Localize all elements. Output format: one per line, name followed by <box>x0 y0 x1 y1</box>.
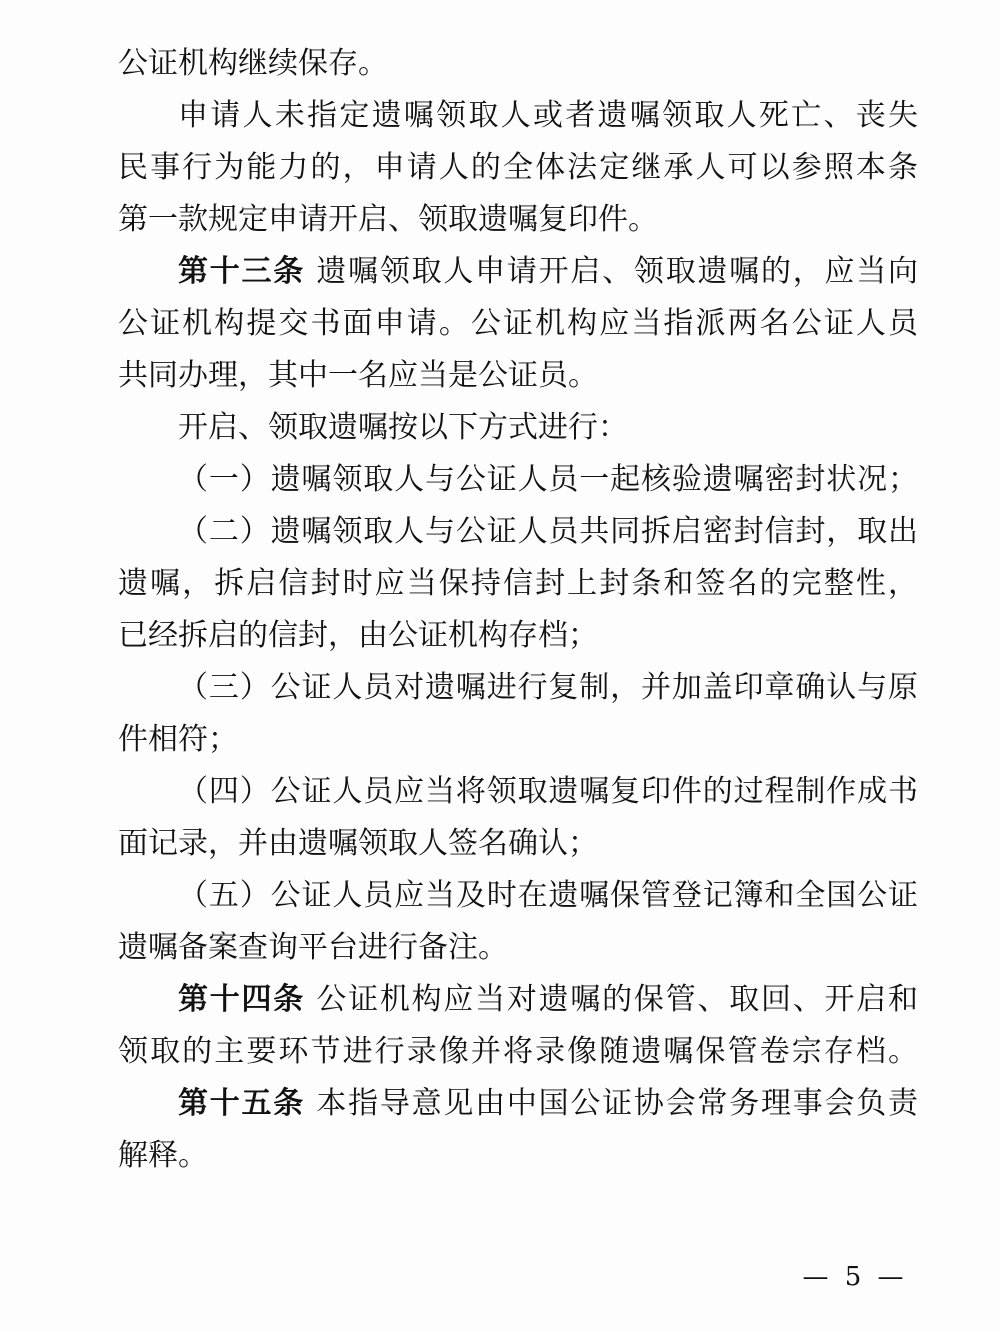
article-13-line: 第十三条 遗嘱领取人申请开启、领取遗嘱的，应当向 <box>178 254 919 289</box>
body-line: 解释。 <box>118 1138 208 1173</box>
body-line: 已经拆启的信封，由公证机构存档； <box>118 618 598 653</box>
document-body <box>118 38 918 1182</box>
body-line: 公证机构提交书面申请。公证机构应当指派两名公证人员 <box>118 306 918 341</box>
list-item-4: （四）公证人员应当将领取遗嘱复印件的过程制作成书 <box>178 774 918 809</box>
article-15-heading: 第十五条 <box>178 1086 306 1121</box>
list-item-5: （五）公证人员应当及时在遗嘱保管登记簿和全国公证 <box>178 878 918 913</box>
body-line: 遗嘱备案查询平台进行备注。 <box>118 930 508 965</box>
body-line: 面记录，并由遗嘱领取人签名确认； <box>118 826 598 861</box>
list-item-1: （一）遗嘱领取人与公证人员一起核验遗嘱密封状况； <box>178 462 918 497</box>
article-14-line: 第十四条 公证机构应当对遗嘱的保管、取回、开启和 <box>178 982 919 1017</box>
list-item-3: （三）公证人员对遗嘱进行复制，并加盖印章确认与原 <box>178 670 918 705</box>
list-item-2: （二）遗嘱领取人与公证人员共同拆启密封信封，取出 <box>178 514 918 549</box>
body-line: 开启、领取遗嘱按以下方式进行： <box>178 410 628 445</box>
body-line: 第一款规定申请开启、领取遗嘱复印件。 <box>118 202 658 237</box>
body-line: 件相符； <box>118 722 238 757</box>
article-15-line: 第十五条 本指导意见由中国公证协会常务理事会负责 <box>178 1086 919 1121</box>
body-line: 民事行为能力的，申请人的全体法定继承人可以参照本条 <box>118 150 918 185</box>
page-number: — 5 — <box>802 1262 908 1292</box>
article-14-heading: 第十四条 <box>178 982 306 1017</box>
body-line: 领取的主要环节进行录像并将录像随遗嘱保管卷宗存档。 <box>118 1034 918 1069</box>
body-line: 共同办理，其中一名应当是公证员。 <box>118 358 598 393</box>
body-line: 申请人未指定遗嘱领取人或者遗嘱领取人死亡、丧失 <box>178 98 918 133</box>
body-line: 公证机构继续保存。 <box>118 46 388 81</box>
article-13-heading: 第十三条 <box>178 254 306 289</box>
body-line: 遗嘱，拆启信封时应当保持信封上封条和签名的完整性， <box>118 566 918 601</box>
